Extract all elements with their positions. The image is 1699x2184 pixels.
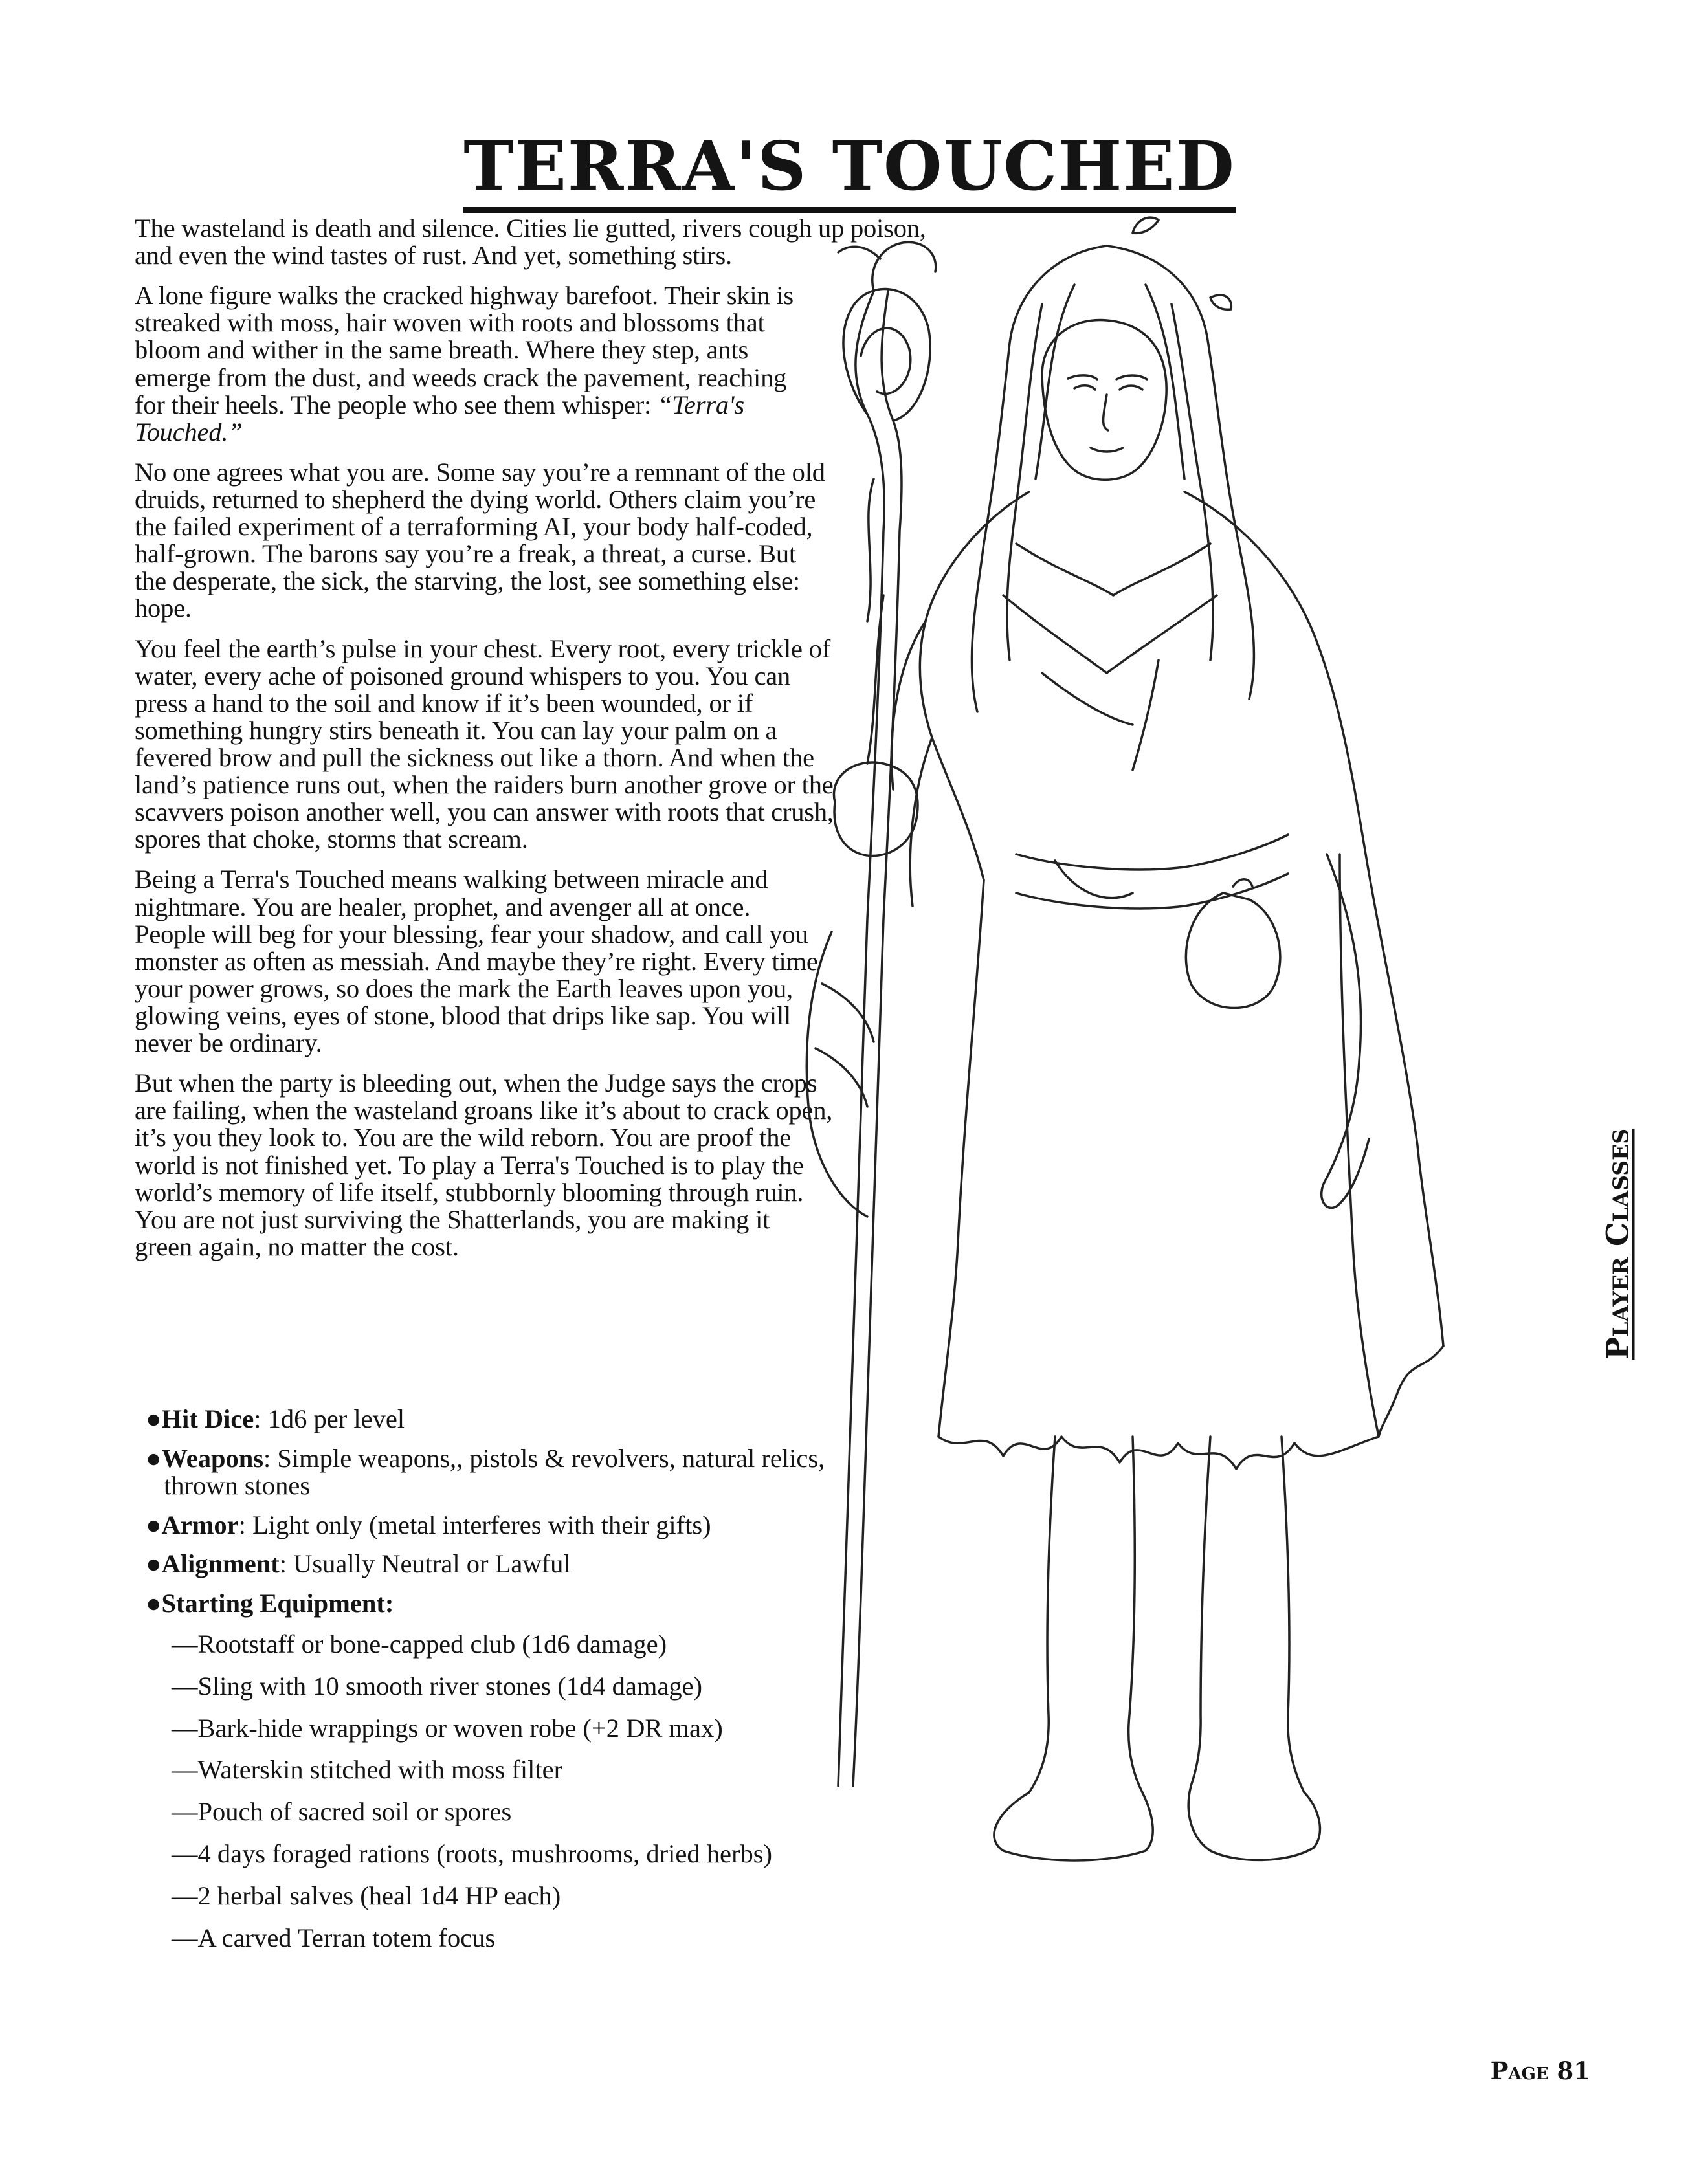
page-title <box>0 126 1699 206</box>
powers-paragraph: You feel the earth’s pulse in your chest. Every root, every trickle of water, every ache of poisoned ground whispers to you. You can press a hand to the soil and know if it’s been wounded, or if something hungry stirs beneath it. You can lay your palm on a fevered brow and pull the sickness out like a thorn. And when the land’s patience runs out, when the raiders burn another grove or the scavvers poison another well, you can answer with roots that crush, spores that choke, storms that scream. <box>135 634 834 854</box>
belt <box>1016 835 1288 909</box>
stat-label: Hit Dice <box>161 1404 254 1433</box>
page-title-text: TERRA'S TOUCHED <box>463 126 1236 213</box>
bullet: ● <box>146 1549 162 1579</box>
stat-value: : Usually Neutral or Lawful <box>279 1549 571 1579</box>
druid-illustration <box>770 207 1489 1890</box>
equipment-item: —A carved Terran totem focus <box>172 1923 496 1952</box>
stat-label: Starting Equipment: <box>161 1588 394 1618</box>
role-paragraph: But when the party is bleeding out, when the Judge says the crops are failing, when the wasteland groans like it’s about to crack open, it’s you they look to. You are the wild reborn. You are proof the world is not finished yet. To play a Terra's Touched is to play the world’s memory of life itself, stubbornly blooming through ruin. You are not just surviving the Shatterlands, you are making it green again, no matter the cost. <box>135 1068 833 1261</box>
class-stats <box>146 1406 877 1964</box>
head <box>1042 320 1166 480</box>
figure-paragraph-text: A lone figure walks the cracked highway barefoot. Their skin is streaked with moss, hair woven with roots and blossoms that bloom and wither in the same breath. Where they step, ants emerge from the dust, and weeds crack the pavement, reaching for their heels. The people who see them whisper: <box>135 281 794 419</box>
equipment-item: —Rootstaff or bone-capped club (1d6 damage) <box>172 1629 667 1659</box>
sleeve <box>806 932 874 1217</box>
pouch <box>1186 879 1280 1008</box>
stat-value: : 1d6 per level <box>254 1404 405 1433</box>
hair <box>972 217 1254 712</box>
arm <box>1322 854 1369 1208</box>
stat-value: : Simple weapons,, pistols & revolvers, natural relics, thrown stones <box>164 1443 825 1501</box>
bullet: ● <box>146 1510 162 1539</box>
robe <box>891 492 1443 1469</box>
stat-equipment <box>146 1590 877 1618</box>
bullet: ● <box>146 1588 162 1618</box>
stat-weapons <box>146 1445 877 1500</box>
whisper-quote: “Terra's Touched.” <box>135 390 744 447</box>
section-tab: Player Classes <box>1600 1128 1636 1360</box>
staff <box>838 242 936 1786</box>
stat-alignment <box>146 1550 877 1578</box>
stat-label: Alignment <box>161 1549 280 1579</box>
bullet: ● <box>146 1404 162 1433</box>
equipment-item: —4 days foraged rations (roots, mushrooms, dried herbs) <box>172 1839 772 1868</box>
identity-paragraph: Being a Terra's Touched means walking between miracle and nightmare. You are healer, prophet, and avenger all at once. People will beg for your blessing, fear your shadow, and call you monster as often as messiah. And maybe they’re right. Every time your power grows, so does the mark the Earth leaves upon you, glowing veins, eyes of stone, blood that drips like sap. You will never be ordinary. <box>135 865 818 1058</box>
origins-paragraph: No one agrees what you are. Some say you’re a remnant of the old druids, returned to shepherd the dying world. Others claim you’re the failed experiment of a terraforming AI, your body half-coded, half-grown. The barons say you’re a freak, a threat, a curse. But the desperate, the sick, the starving, the lost, see something else: hope. <box>135 457 825 623</box>
stat-hit-dice <box>146 1406 877 1433</box>
stat-value: : Light only (metal interferes with their gifts) <box>238 1510 711 1539</box>
equipment-item: —Bark-hide wrappings or woven robe (+2 DR max) <box>172 1713 723 1743</box>
stat-label: Armor <box>161 1510 239 1539</box>
equipment-item: —Pouch of sacred soil or spores <box>172 1797 512 1827</box>
legs <box>994 1437 1320 1860</box>
intro-paragraph: The wasteland is death and silence. Cities lie gutted, rivers cough up poison, and even the wind tastes of rust. And yet, something stirs. <box>135 214 926 270</box>
equipment-item: —2 herbal salves (heal 1d4 HP each) <box>172 1881 561 1910</box>
hand <box>834 762 918 855</box>
stat-label: Weapons <box>161 1443 264 1473</box>
equipment-item: —Waterskin stitched with moss filter <box>172 1755 563 1785</box>
figure-paragraph <box>135 282 821 446</box>
stat-armor <box>146 1512 877 1539</box>
equipment-item: —Sling with 10 smooth river stones (1d4 damage) <box>172 1671 703 1701</box>
page-number: Page 81 <box>1490 2057 1590 2085</box>
bullet: ● <box>146 1443 162 1473</box>
